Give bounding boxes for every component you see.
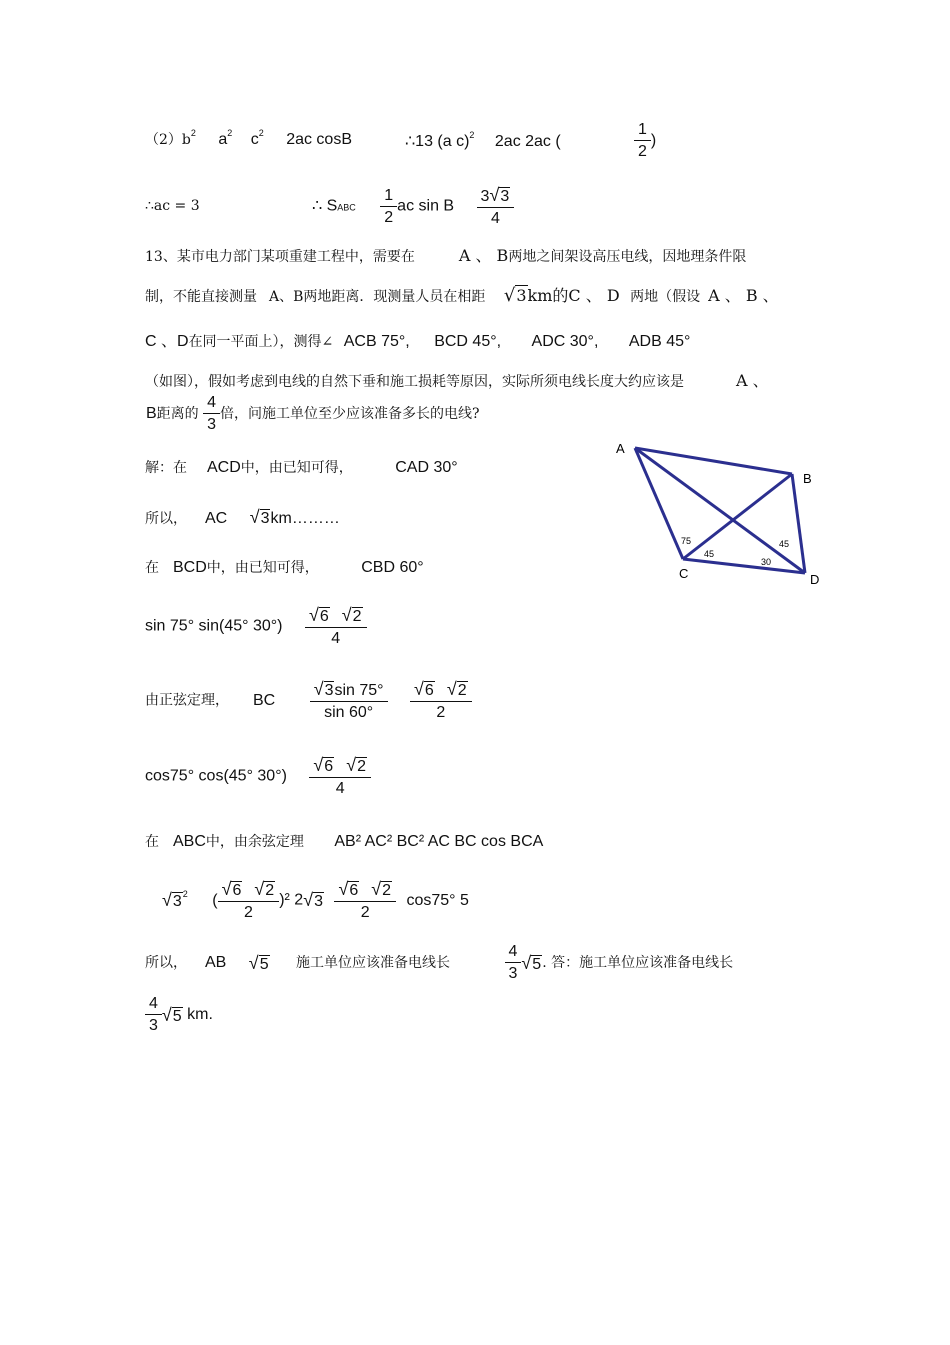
segment-ab: [635, 448, 792, 474]
solution-line-9: 所以， AB √5 施工单位应该准备电线长 $\frac{4}{3}$ √5. 答：施工单位应该准备电线长: [145, 943, 734, 982]
formula-line-1-rhs: [405, 130, 561, 150]
solution-line-4: sin 75° sin(45° 30°) $\frac{√6 √2}{4}$: [145, 606, 367, 647]
angle-label-75: 75: [681, 536, 692, 546]
problem-line-1: 13、某市电力部门某项重建工程中，需要在 A 、 B两地之间架设高压电线，因地理条件限: [145, 246, 747, 265]
vertex-label-c: C: [679, 566, 689, 581]
solution-line-2: 所以， AC √3km………: [145, 507, 340, 527]
solution-line-3: 在 BCD中，由已知可得， CBD 60°: [145, 559, 424, 576]
solution-line-8: $√3^2$ ( $\frac{√6 √2}{2}$ )² 2√3 $\frac{√6 √2}{2}$ cos75° 5: [162, 879, 469, 921]
label: （2）b: [145, 132, 191, 148]
ac-equals-3: ∴ac = 3: [145, 198, 200, 214]
solution-line-6: cos75° cos(45° 30°) $\frac{√6 √2}{4}$: [145, 756, 371, 797]
half-fraction: $\frac{1}{2}$ ): [634, 122, 656, 160]
exponent: 2: [469, 130, 475, 140]
problem-line-4: （如图），假如考虑到电线的自然下垂和施工损耗等原因，实际所须电线长度大约应该是 A 、: [145, 371, 769, 390]
vertex-label-d: D: [810, 572, 820, 587]
area-formula: ∴ SABC $\frac{1}{2}$ ac sin B $\frac{3√3}{4}$: [312, 186, 514, 227]
rhs-expr: 2ac 2ac (: [494, 133, 561, 150]
angle-label-30: 30: [761, 557, 772, 567]
term-2accosB: 2ac cosB: [286, 131, 352, 148]
quadrilateral-figure: [610, 438, 830, 588]
figure-lines: [635, 448, 805, 573]
problem-line-5: B距离的 $\frac{4}{3}$ 倍，问施工单位至少应该准备多长的电线?: [146, 394, 480, 433]
vertex-label-a: A: [616, 441, 625, 456]
therefore-expr: ∴13 (a c): [405, 133, 470, 150]
segment-bc: [683, 474, 792, 559]
exponent: 2: [227, 128, 233, 138]
vertex-label-b: B: [803, 471, 812, 486]
formula-line-1: [145, 128, 352, 148]
problem-line-3: C 、D在同一平面上），测得∠ ACB 75°, BCD 45°, ADC 30°, ADB 45°: [145, 333, 691, 350]
var-c: c: [250, 131, 259, 148]
segment-bd: [792, 474, 805, 573]
var-a: a: [218, 131, 228, 148]
exponent: 2: [258, 128, 264, 138]
exponent: 2: [190, 128, 196, 138]
solution-line-7: 在 ABC中，由余弦定理 AB² AC² BC² AC BC cos BCA: [145, 833, 544, 850]
solution-line-5: 由正弦定理， BC $\frac{√3\sin 75^\circ}{\sin 60^\circ}$ $\frac{√6 √2}{2}$: [145, 680, 472, 721]
subscript-abc: ABC: [337, 202, 356, 213]
solution-line-10: $\frac{4}{3}$ √5 km.: [145, 996, 213, 1034]
solution-line-1: 解：在 ACD中，由已知可得， CAD 30°: [145, 459, 458, 476]
angle-label-45-c: 45: [704, 549, 715, 559]
problem-line-2: 制，不能直接测量 A、B两地距离．现测量人员在相距 √3km的C 、 D 两地（假设 A 、 B 、: [145, 285, 779, 306]
angle-label-45-d: 45: [779, 539, 790, 549]
